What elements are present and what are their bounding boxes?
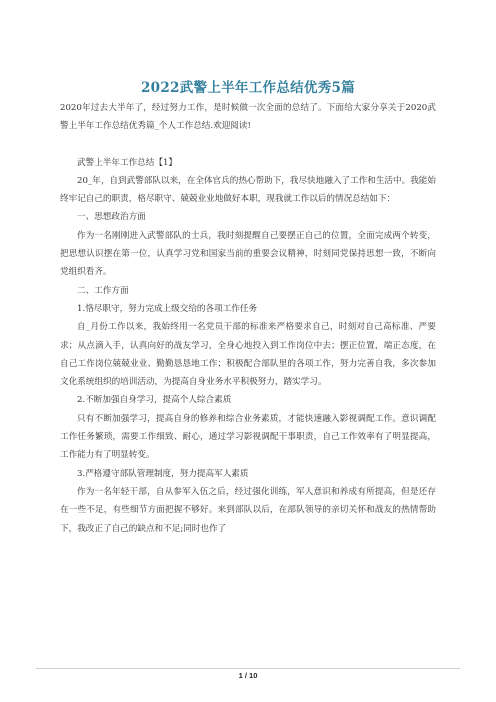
body-paragraph: 只有不断加强学习，提高自身的修养和综合业务素质，才能快速融入影视调配工作。意识调配工作任务繁琐，需要工作细致、耐心，通过学习影视调配干事职责，自己工作效率有了明显提高，工作能力有了明显转变。 (60, 413, 436, 461)
document-body (60, 99, 436, 538)
numbered-heading: 1.恪尽职守，努力完成上级交给的各项工作任务 (77, 303, 258, 314)
body-paragraph: 20_年，自到武警部队以来，在全体官兵的热心帮助下，我尽快地融入了工作和生活中。我能始终牢记自己的职责，格尽职守、兢兢业业地做好本职，现我就工作以后的情况总结如下： (60, 175, 436, 205)
numbered-heading: 3.严格遵守部队管理制度，努力提高军人素质 (77, 468, 249, 479)
section-heading: 武警上半年工作总结【1】 (77, 157, 177, 168)
page-indicator: 1 / 10 (238, 671, 258, 680)
subheading: 二、工作方面 (77, 285, 129, 296)
body-paragraph: 作为一名刚刚进入武警部队的士兵，我时刻提醒自己要摆正自己的位置，全面完成两个转变，把思想认识摆在第一位，认真学习党和国家当前的重要会议精神，时刻同党保持思想一致，不断向党组织看齐。 (60, 230, 436, 278)
subheading: 一、思想政治方面 (77, 212, 146, 223)
numbered-heading: 2.不断加强自身学习，提高个人综合素质 (77, 395, 232, 406)
body-paragraph: 作为一名年轻干部，自从参军入伍之后，经过强化训练，军人意识和养成有所提高，但是还存在一些不足，有些细节方面把握不够好。来到部队以后，在部队领导的亲切关怀和战友的热情帮助下，我改正了自己的缺点和不足;同时也作了 (60, 486, 436, 534)
paragraph-gap (60, 136, 436, 154)
body-paragraph: 自_月份工作以来，我始终用一名党员干部的标准来严格要求自己，时刻对自己高标准、严要求；从点滴入手，认真向好的战友学习，全身心地投入到工作岗位中去；摆正位置，端正态度，在自己工作岗位兢兢业业、勤勤恳恳地工作；积极配合部队里的各项工作，努力完善自我，多次参加文化系统组织的培训活动，为提高自身业务水平积极努力，踏实学习。 (60, 322, 436, 388)
document-title: 2022武警上半年工作总结优秀5篇 (140, 80, 356, 96)
footer-divider (36, 668, 460, 669)
intro-paragraph: 2020年过去大半年了，经过努力工作，是时候做一次全面的总结了。下面给大家分享关于2020武警上半年工作总结优秀篇_个人工作总结.欢迎阅读! (60, 103, 436, 132)
